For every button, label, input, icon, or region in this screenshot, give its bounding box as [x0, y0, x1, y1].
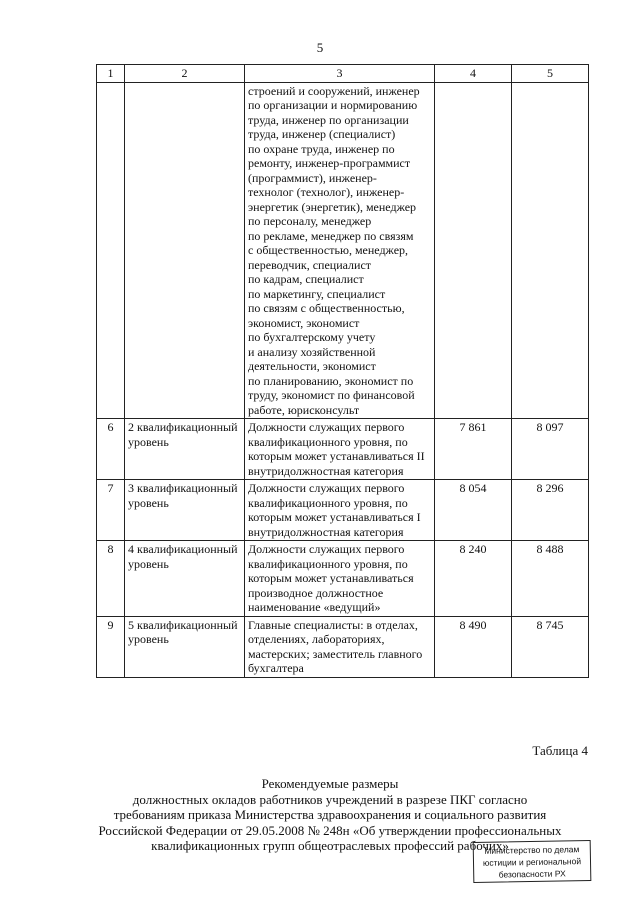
- table-row: [97, 480, 589, 541]
- header-cell: 1: [97, 65, 125, 83]
- table-row-continuation: [97, 82, 589, 419]
- positions-cell: строений и сооружений, инженер по организации и нормированию труда, инженер по организации труда, инженер (специалист) по охране труда, инженер по ремонту, инженер-программист (программист), инженер- технолог (технолог), инженер- энергетик (энергетик), менеджер по персоналу, менеджер по рекламе, менеджер по связям с общественностью, менеджер, переводчик, специалист по кадрам, специалист по маркетингу, специалист по связям с общественностью, экономист, экономист по бухгалтерскому учету и анализу хозяйственной деятельности, экономист по планированию, экономист по труду, экономист по финансовой работе, юрисконсульт: [245, 82, 435, 419]
- positions-cell: Должности служащих первого квалификационного уровня, по которым может устанавливаться производное должностное наименование «ведущий»: [245, 541, 435, 617]
- page-number: 5: [316, 40, 324, 55]
- level-cell: 5 квалификационный уровень: [125, 616, 245, 677]
- salary-cell-5: 8 488: [512, 541, 589, 617]
- table-row: [97, 616, 589, 677]
- salary-cell-5: 8 296: [512, 480, 589, 541]
- salary-cell-4: 8 240: [435, 541, 512, 617]
- salary-cell-5: 8 745: [512, 616, 589, 677]
- row-number-cell: 6: [97, 419, 125, 480]
- salary-cell-5: 8 097: [512, 419, 589, 480]
- registration-stamp: Министерство по делам юстиции и региональной безопасности РХ: [473, 840, 592, 883]
- positions-cell: Главные специалисты: в отделах, отделениях, лабораториях, мастерских; заместитель главного бухгалтера: [245, 616, 435, 677]
- header-cell: 5: [512, 65, 589, 83]
- salary-cell-4: 7 861: [435, 419, 512, 480]
- table-row: [97, 541, 589, 617]
- salary-cell-4: 8 490: [435, 616, 512, 677]
- positions-cell: Должности служащих первого квалификационного уровня, по которым может устанавливаться I внутридолжностная категория: [245, 480, 435, 541]
- level-cell: 2 квалификационный уровень: [125, 419, 245, 480]
- table-caption: Таблица 4: [532, 743, 588, 758]
- header-cell: 4: [435, 65, 512, 83]
- positions-cell: Должности служащих первого квалификационного уровня, по которым может устанавливаться II внутридолжностная категория: [245, 419, 435, 480]
- level-cell: 3 квалификационный уровень: [125, 480, 245, 541]
- header-cell: 2: [125, 65, 245, 83]
- level-cell: 4 квалификационный уровень: [125, 541, 245, 617]
- salary-table: [96, 64, 589, 678]
- table-row: [97, 419, 589, 480]
- header-cell: 3: [245, 65, 435, 83]
- table-header-row: [97, 65, 589, 83]
- row-number-cell: 8: [97, 541, 125, 617]
- row-number-cell: 9: [97, 616, 125, 677]
- salary-cell-4: 8 054: [435, 480, 512, 541]
- row-number-cell: 7: [97, 480, 125, 541]
- section-heading: Рекомендуемые размеры должностных окладов работников учреждений в разрезе ПКГ согласно требованиям приказа Министерства здравоохранения и социального развития Российской Федерации от 29.05.2008 № 248н «Об утверждении профессиональных квалификационных групп общеотраслевых профессий рабочих»: [98, 776, 562, 853]
